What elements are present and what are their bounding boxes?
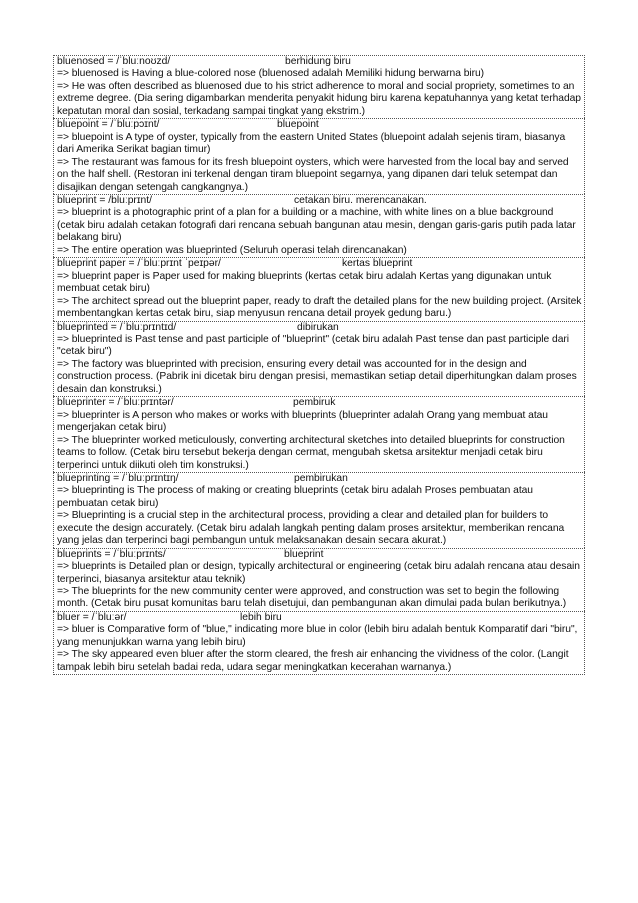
entry-term: blueprints = /ˈbluːprɪnts/ [57, 548, 166, 560]
entry-example: => The blueprinter worked meticulously, converting architectural sketches into detailed blueprints for construction teams to follow. (Cetak biru tersebut bekerja dengan cermat, mengubah sketsa arsitektur menjadi cetak biru terperinci untuk diikuti oleh tim konstruksi.) [57, 434, 565, 471]
entry-bluenosed [53, 55, 585, 118]
entry-definition: => blueprinter is A person who makes or works with blueprints (blueprinter adalah Orang yang membuat atau mengerjakan cetak biru) [57, 409, 548, 434]
entry-example: => The sky appeared even bluer after the storm cleared, the fresh air enhancing the vividness of the color. (Langit tampak lebih biru setelah badai reda, udara segar meningkatkan kecerahan warnanya.) [57, 649, 569, 673]
entry-example: => He was often described as bluenosed due to his strict adherence to moral and social propriety, sometimes to an extreme degree. (Dia sering digambarkan menderita penyakit hidung biru karena kepatuhannya yang ketat terhadap kepatutan moral dan sosial, terkadang sampai tingkat yang ekstrim.) [57, 80, 581, 117]
entry-gloss: bluepoint [277, 119, 319, 131]
entry-blueprinter [53, 396, 585, 472]
entry-term: blueprinted = /ˈbluːprɪntɪd/ [57, 321, 177, 333]
entry-gloss: dibirukan [297, 321, 339, 333]
entry-term: blueprint paper = /ˈbluːprɪnt ˈpeɪpər/ [57, 258, 221, 270]
entry-blueprint-paper [53, 257, 585, 320]
entry-heading [57, 258, 582, 270]
entry-example: => The restaurant was famous for its fresh bluepoint oysters, which were harvested from the local bay and served on the half shell. (Restoran ini terkenal dengan tiram bluepoint segarnya, yang dipanen dari teluk setempat dan disajikan dengan setengah cangkangnya.) [57, 156, 569, 193]
entry-definition: => blueprint is a photographic print of a plan for a building or a machine, with white lines on a blue background (cetak biru adalah cetakan fotografi dari rencana sebuah bangunan atau mesin, dengan garis-garis putih pada latar belakang biru) [57, 207, 576, 244]
entry-term: bluenosed = /ˈbluːnoʊzd/ [57, 56, 171, 67]
entry-definition: => bluenosed is Having a blue-colored nose (bluenosed adalah Memiliki hidung berwarna biru) [57, 68, 485, 80]
entry-blueprints [53, 548, 585, 611]
entry-example: => Blueprinting is a crucial step in the architectural process, providing a clear and detailed plan for builders to execute the design accurately. (Cetak biru adalah langkah penting dalam proses arsitektur, memberikan rencana yang jelas dan terperinci bagi pembangun untuk melaksanakan desain secara akurat.) [57, 510, 565, 547]
entry-definition: => blueprints is Detailed plan or design, typically architectural or engineering (cetak biru adalah rencana atau desain terperinci, biasanya arsitektur atau teknik) [57, 561, 580, 585]
dictionary-page [53, 55, 585, 675]
entry-example: => The blueprints for the new community center were approved, and construction was set to begin the following month. (Cetak biru pusat komunitas baru telah disetujui, dan pembangunan akan dimulai pada bulan berikutnya.) [57, 586, 567, 610]
entry-heading [57, 549, 582, 561]
entry-definition: => bluer is Comparative form of "blue," indicating more blue in color (lebih biru adalah bentuk Komparatif dari "biru", yang menunjukkan warna yang lebih biru) [57, 624, 578, 648]
entry-gloss: pembiruk [293, 397, 336, 409]
entry-bluepoint [53, 118, 585, 194]
entry-heading [57, 397, 582, 409]
entry-gloss: kertas blueprint [342, 258, 413, 270]
entry-term: bluepoint = /ˈbluːpɔɪnt/ [57, 119, 160, 131]
entry-example: => The architect spread out the blueprint paper, ready to draft the detailed plans for the new building project. (Arsitek membentangkan kertas cetak biru, siap menyusun rencana detail proyek gedung baru.) [57, 295, 582, 320]
entry-heading [57, 56, 582, 68]
entry-example: => The factory was blueprinted with precision, ensuring every detail was accounted for in the design and construction process. (Pabrik ini dicetak biru dengan presisi, memastikan setiap detail diperhitungkan dalam proses desain dan konstruksi.) [57, 358, 577, 395]
entry-bluer [53, 611, 585, 675]
entry-gloss: berhidung biru [285, 56, 351, 67]
entry-gloss: cetakan biru. merencanakan. [294, 194, 427, 206]
entry-heading [57, 195, 582, 207]
entry-gloss: lebih biru [240, 611, 282, 623]
entry-definition: => bluepoint is A type of oyster, typically from the eastern United States (bluepoint adalah sejenis tiram, biasanya dari Amerika Serikat bagian timur) [57, 131, 566, 156]
entry-definition: => blueprinting is The process of making or creating blueprints (cetak biru adalah Proses pembuatan atau pembuatan cetak biru) [57, 485, 533, 509]
entry-example: => The entire operation was blueprinted (Seluruh operasi telah direncanakan) [57, 244, 407, 256]
entry-definition: => blueprint paper is Paper used for making blueprints (kertas cetak biru adalah Kertas yang digunakan untuk membuat cetak biru) [57, 270, 552, 295]
entry-term: blueprinter = /ˈbluːprɪntər/ [57, 397, 174, 409]
entry-gloss: pembirukan [294, 472, 348, 484]
entry-blueprinting [53, 472, 585, 548]
entry-heading [57, 612, 582, 624]
entry-heading [57, 322, 582, 334]
entry-blueprint [53, 194, 585, 257]
entry-heading [57, 119, 582, 131]
entry-term: blueprinting = /ˈbluːprɪntɪŋ/ [57, 472, 179, 484]
entry-definition: => blueprinted is Past tense and past participle of "blueprint" (cetak biru adalah Past tense dan past participle dari "cetak biru") [57, 333, 569, 358]
entry-gloss: blueprint [284, 548, 324, 560]
entry-blueprinted [53, 321, 585, 397]
entry-heading [57, 473, 582, 485]
entry-term: bluer = /ˈbluːər/ [57, 611, 127, 623]
entry-term: blueprint = /bluːprɪnt/ [57, 194, 152, 206]
